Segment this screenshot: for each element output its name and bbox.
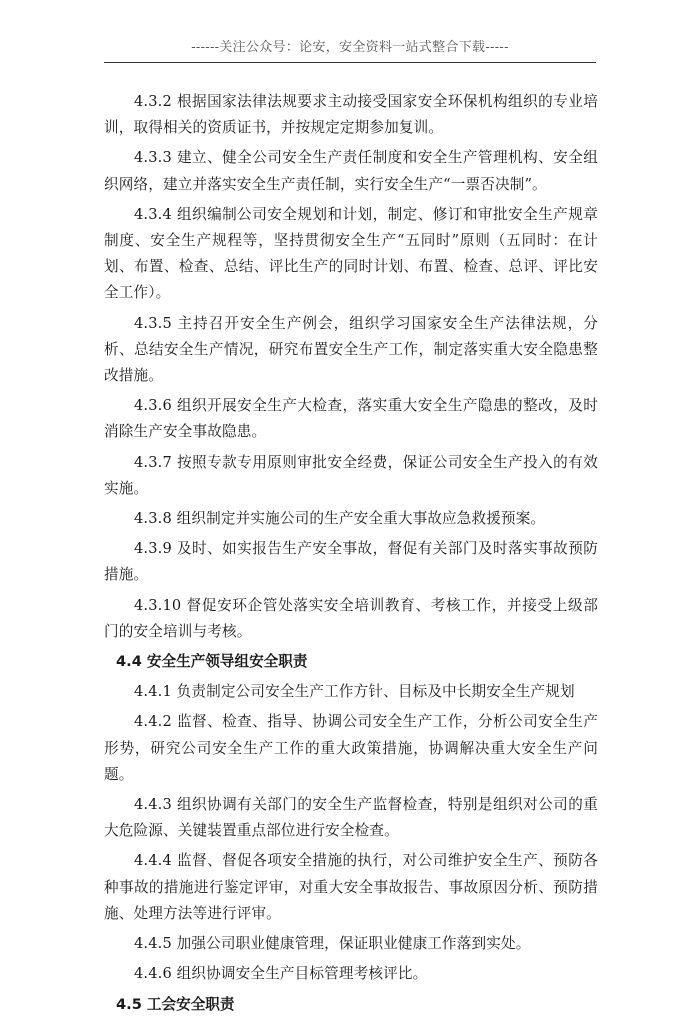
clause-4-4-4: 4.4.4 监督、督促各项安全措施的执行，对公司维护安全生产、预防各种事故的措施进行鉴定评审，对重大安全事故报告、事故原因分析、预防措施、处理方法等进行评审。	[104, 852, 598, 922]
clause-4-3-10: 4.3.10 督促安环企管处落实安全培训教育、考核工作，并接受上级部门的安全培训与考核。	[104, 596, 598, 640]
section-heading-4-5: 4.5 工会安全职责	[116, 995, 235, 1013]
section-heading-4-4: 4.4 安全生产领导组安全职责	[116, 653, 308, 671]
clause-4-3-8: 4.3.8 组织制定并实施公司的生产安全重大事故应急救援预案。	[134, 510, 546, 528]
clause-4-4-6: 4.4.6 组织协调安全生产目标管理考核评比。	[134, 965, 428, 983]
clause-4-4-1: 4.4.1 负责制定公司安全生产工作方针、目标及中长期安全生产规划	[134, 683, 575, 701]
document-body	[104, 89, 598, 1022]
clause-4-3-4: 4.3.4 组织编制公司安全规划和计划，制定、修订和审批安全生产规章制度、安全生产规程等，坚持贯彻安全生产“五同时”原则（五同时：在计划、布置、检查、总结、评比生产的同时计划、布置、检查、总评、评比安全工作）。	[104, 205, 598, 302]
clause-4-3-6: 4.3.6 组织开展安全生产大检查，落实重大安全生产隐患的整改，及时消除生产安全事故隐患。	[104, 397, 598, 441]
clause-4-3-2: 4.3.2 根据国家法律法规要求主动接受国家安全环保机构组织的专业培训，取得相关的资质证书，并按规定定期参加复训。	[104, 93, 598, 137]
header-divider	[104, 62, 596, 63]
clause-4-4-3: 4.4.3 组织协调有关部门的安全生产监督检查，特别是组织对公司的重大危险源、关键装置重点部位进行安全检查。	[104, 796, 598, 840]
clause-4-3-3: 4.3.3 建立、健全公司安全生产责任制度和安全生产管理机构、安全组织网络，建立并落实安全生产责任制，实行安全生产“一票否决制”。	[104, 149, 598, 193]
clause-4-4-5: 4.4.5 加强公司职业健康管理，保证职业健康工作落到实处。	[134, 935, 531, 953]
clause-4-3-9: 4.3.9 及时、如实报告生产安全事故，督促有关部门及时落实事故预防措施。	[104, 540, 598, 584]
clause-4-3-5: 4.3.5 主持召开安全生产例会，组织学习国家安全生产法律法规，分析、总结安全生产情况，研究布置安全生产工作，制定落实重大安全隐患整改措施。	[104, 314, 598, 385]
clause-4-3-7: 4.3.7 按照专款专用原则审批安全经费，保证公司安全生产投入的有效实施。	[104, 453, 598, 497]
page-header: ------关注公众号：论安，安全资料一站式整合下载-----	[191, 40, 509, 55]
clause-4-4-2: 4.4.2 监督、检查、指导、协调公司安全生产工作，分析公司安全生产形势，研究公司安全生产工作的重大政策措施，协调解决重大安全生产问题。	[104, 713, 598, 783]
